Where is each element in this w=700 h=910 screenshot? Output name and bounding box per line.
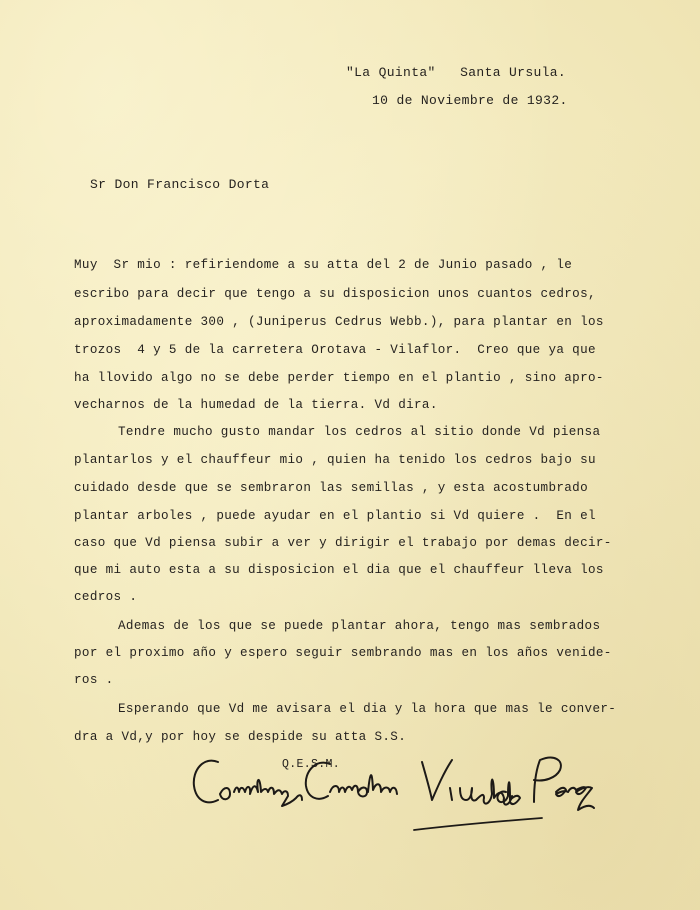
body-line: ha llovido algo no se debe perder tiempo en el plantio , sino apro- <box>74 371 604 385</box>
body-line: que mi auto esta a su disposicion el dia que el chauffeur lleva los <box>74 563 604 577</box>
body-line: plantarlos y el chauffeur mio , quien ha tenido los cedros bajo su <box>74 453 596 467</box>
body-line: trozos 4 y 5 de la carretera Orotava - Vilaflor. Creo que ya que <box>74 343 596 357</box>
body-line: cuidado desde que se sembraron las semillas , y esta acostumbrado <box>74 481 588 495</box>
body-line: Muy Sr mio : refiriendome a su atta del 2 de Junio pasado , le <box>74 258 573 272</box>
header-place: "La Quinta" Santa Ursula. <box>346 65 567 80</box>
body-line: Tendre mucho gusto mandar los cedros al sitio donde Vd piensa <box>118 425 601 439</box>
signature <box>190 748 620 838</box>
body-line: vecharnos de la humedad de la tierra. Vd dira. <box>74 398 438 412</box>
body-line: por el proximo año y espero seguir sembrando mas en los años venide- <box>74 646 612 660</box>
addressee: Sr Don Francisco Dorta <box>90 177 270 192</box>
closing: Q.E.S.M. <box>282 758 341 771</box>
body-line: escribo para decir que tengo a su disposicion unos cuantos cedros, <box>74 287 596 301</box>
body-line: cedros . <box>74 590 138 604</box>
body-line: plantar arboles , puede ayudar en el plantio si Vd quiere . En el <box>74 509 596 523</box>
body-line: Ademas de los que se puede plantar ahora, tengo mas sembrados <box>118 619 601 633</box>
header-date: 10 de Noviembre de 1932. <box>372 93 568 108</box>
body-line: Esperando que Vd me avisara el dia y la hora que mas le conver- <box>118 702 617 716</box>
body-line: caso que Vd piensa subir a ver y dirigir el trabajo por demas decir- <box>74 536 612 550</box>
body-line: ros . <box>74 673 114 687</box>
body-line: dra a Vd,y por hoy se despide su atta S.S. <box>74 730 407 744</box>
body-line: aproximadamente 300 , (Juniperus Cedrus Webb.), para plantar en los <box>74 315 604 329</box>
